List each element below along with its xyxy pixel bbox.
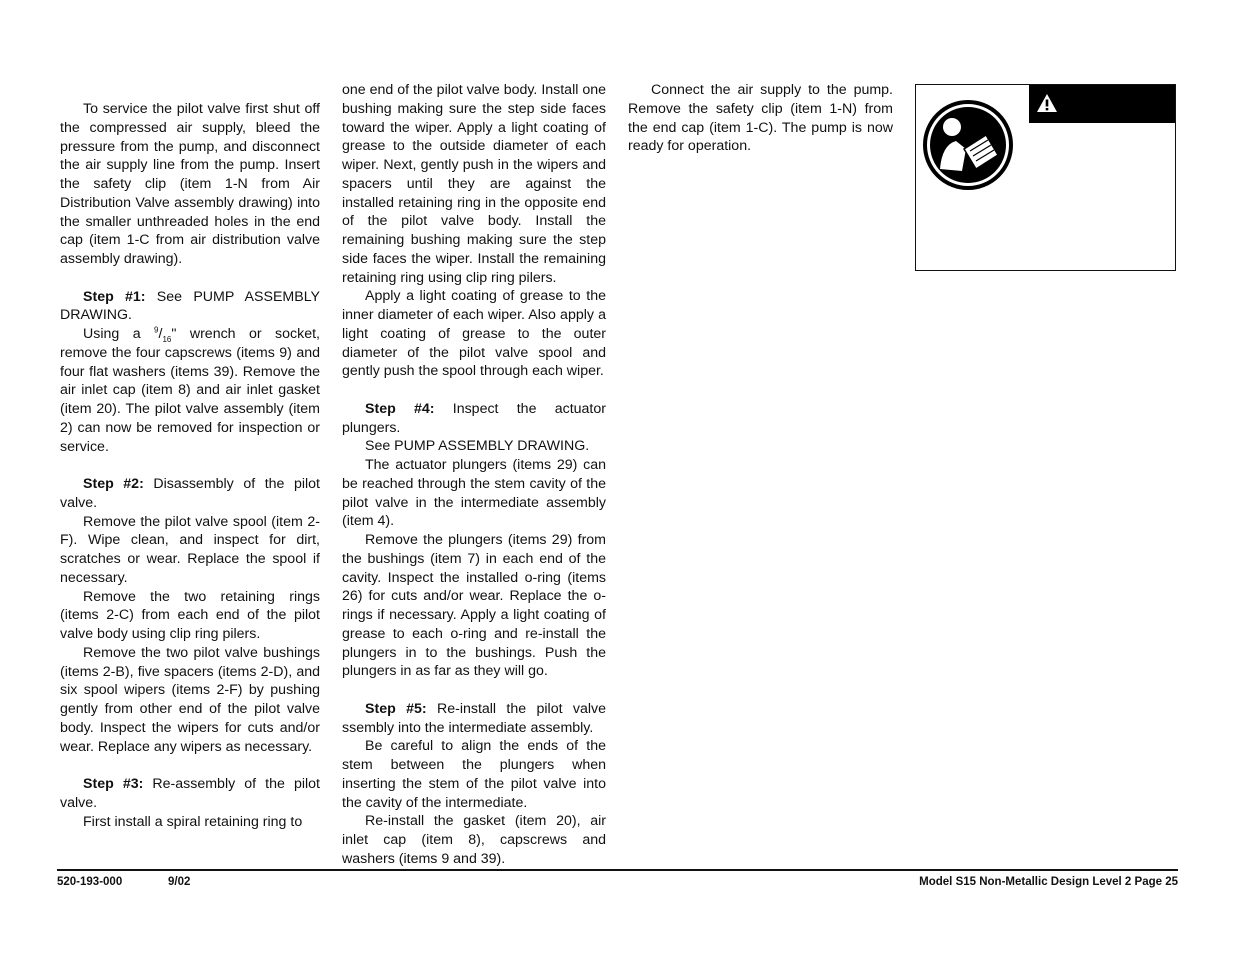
wrench-text-post: " wrench or socket, remove the four capscrews (items 9) and four flat washers (items 39). Remove the air inlet cap (item 8) and air inlet gasket (item 20). The pilot valve assembly (item 2) can now be removed for inspection or service.: [60, 326, 320, 455]
step-1-heading: [60, 288, 320, 326]
doc-date: 9/02: [168, 876, 191, 888]
align-stem-paragraph: Be careful to align the ends of the stem between the plungers when inserting the stem of the pilot valve into the cavity of the intermediate.: [342, 738, 606, 811]
step-5-text: Re-install the pilot valve ssembly into the intermediate assembly.: [342, 700, 606, 736]
footer-rule: [57, 869, 1178, 871]
fraction-slash: /: [158, 326, 163, 342]
step-1-text: See PUMP ASSEMBLY DRAWING.: [60, 288, 320, 324]
connect-air-paragraph: Connect the air supply to the pump. Remove the safety clip (item 1-N) from the end cap (item 1-C). The pump is now ready for operation.: [628, 82, 893, 155]
fraction-numerator: 9: [154, 325, 159, 335]
actuator-plungers-paragraph: The actuator plungers (items 29) can be reached through the stem cavity of the pilot valve in the intermediate assembly (item 4).: [342, 457, 606, 530]
text-column-2: [342, 81, 606, 869]
bushings-paragraph: Remove the two pilot valve bushings (items 2-B), five spacers (items 2-D), and six spool wipers (items 2-F) by pushing gently from other end of the pilot valve body. Inspect the wipers for cuts and/or wear. Replace any wipers as necessary.: [60, 644, 320, 755]
spiral-ring-paragraph: First install a spiral retaining ring to: [83, 813, 303, 830]
step-1-label: Step #1:: [83, 288, 146, 305]
step-1-paragraph: [60, 325, 320, 456]
step-4-text: Inspect the actuator plungers.: [342, 400, 606, 436]
step-3-text: Re-assembly of the pilot valve.: [60, 776, 320, 811]
retaining-rings-paragraph: Remove the two retaining rings (items 2-C) from each end of the pilot valve body using clip ring pilers.: [60, 588, 320, 642]
wrench-text-pre: Using a: [83, 326, 155, 342]
step-2-heading: [60, 475, 320, 513]
page-label: Model S15 Non-Metallic Design Level 2 Page 25: [919, 876, 1178, 888]
step-2-label: Step #2:: [83, 476, 144, 492]
intro-paragraph: To service the pilot valve first shut off the compressed air supply, bleed the pressure from the pump, and disconnect the air supply line from the pump. Insert the safety clip (item 1-N from Air Distribution Valve assembly drawing) into the smaller unthreaded holes in the end cap (item 1-C from air distribution valve assembly drawing).: [60, 101, 320, 267]
warning-triangle-icon: [1036, 93, 1058, 113]
see-drawing-paragraph: See PUMP ASSEMBLY DRAWING.: [365, 438, 590, 455]
text-column-3: [628, 81, 893, 156]
step-4-label: Step #4:: [365, 400, 435, 417]
step-3-label: Step #3:: [83, 776, 144, 792]
read-manual-icon: [922, 99, 1014, 191]
step-5-label: Step #5:: [365, 700, 427, 717]
doc-number: 520-193-000: [57, 876, 123, 888]
remove-plungers-paragraph: Remove the plungers (items 29) from the bushings (item 7) in each end of the cavity. Inspect the installed o-ring (items 26) for cuts and/or wear. Replace the o-rings if necessary. Apply a light coating of grease to each o-ring and re-install the plungers in to the bushings. Push the plungers in as far as they will go.: [342, 532, 606, 680]
step-3-heading: [60, 775, 320, 813]
warning-box: [915, 84, 1176, 271]
step-2-text: Disassembly of the pilot valve.: [60, 476, 321, 511]
step-5-heading: [342, 700, 606, 738]
spool-paragraph: Remove the pilot valve spool (item 2-F). Wipe clean, and inspect for dirt, scratches or wear. Replace the spool if necessary.: [60, 513, 320, 586]
fraction-denominator: 16: [162, 334, 172, 344]
reassembly-paragraph: one end of the pilot valve body. Install one bushing making sure the step side faces toward the wiper. Apply a light coating of grease to the outside diameter of each wiper. Next, gently push in the wipers and spacers until they are against the installed retaining ring in the opposite end of the pilot valve body. Install the remaining bushing making sure the step side faces the wiper. Install the remaining retaining ring using clip ring pilers.: [342, 82, 606, 286]
step-4-heading: [342, 400, 606, 438]
reinstall-gasket-paragraph: Re-install the gasket (item 20), air inlet cap (item 8), capscrews and washers (items 9 and 39).: [342, 813, 606, 867]
grease-paragraph: Apply a light coating of grease to the inner diameter of each wiper. Also apply a light coating of grease to the outer diameter of the pilot valve spool and gently push the spool through each wiper.: [342, 288, 606, 380]
text-column-1: [60, 100, 320, 831]
warning-header: [1029, 85, 1175, 123]
